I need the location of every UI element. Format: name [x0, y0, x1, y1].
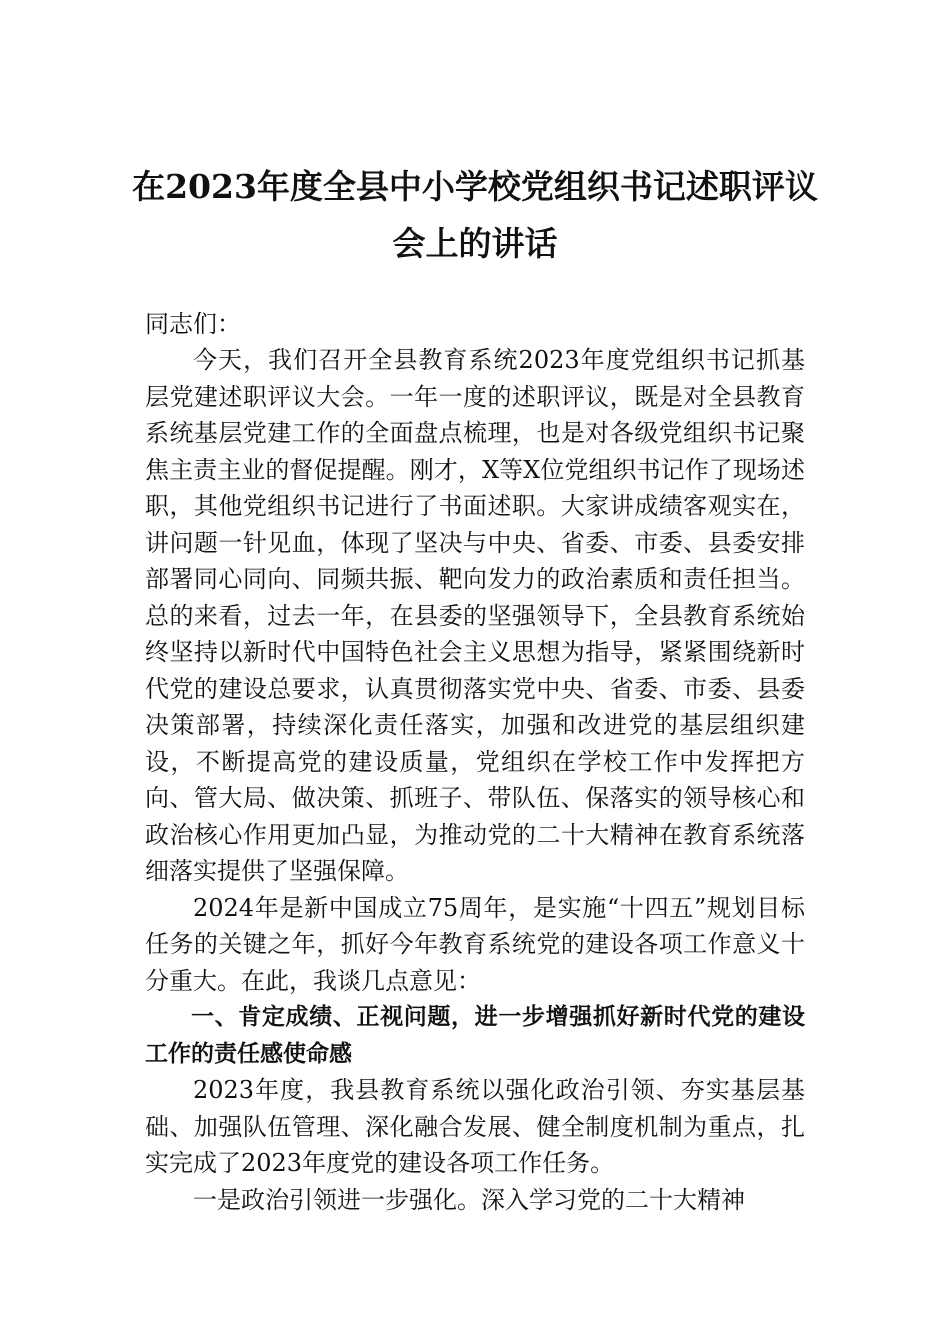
document-title: 在2023年度全县中小学校党组织书记述职评议会上的讲话 [132, 167, 818, 263]
section-heading-1: 一、肯定成绩、正视问题，进一步增强抓好新时代党的建设工作的责任感使命感 [145, 1004, 805, 1067]
paragraph-2024-outlook: 2024年是新中国成立75周年，是实施“十四五”规划目标任务的关键之年，抓好今年教育系统党的建设各项工作意义十分重大。在此，我谈几点意见： [145, 893, 805, 995]
paragraph-political-guidance: 一是政治引领进一步强化。深入学习党的二十大精神 [193, 1185, 745, 1214]
paragraph-2023-summary: 2023年度，我县教育系统以强化政治引领、夯实基层基础、加强队伍管理、深化融合发展、健全制度机制为重点，扎实完成了2023年度党的建设各项工作任务。 [145, 1076, 805, 1177]
paragraph-opening: 今天，我们召开全县教育系统2023年度党组织书记抓基层党建述职评议大会。一年一度的述职评议，既是对全县教育系统基层党建工作的全面盘点梳理，也是对各级党组织书记聚焦主责主业的督促提醒。刚才，X等X位党组织书记作了现场述职，其他党组织书记进行了书面述职。大家讲成绩客观实在，讲问题一针见血，体现了坚决与中央、省委、市委、县委安排部署同心同向、同频共振、靶向发力的政治素质和责任担当。总的来看，过去一年，在县委的坚强领导下，全县教育系统始终坚持以新时代中国特色社会主义思想为指导，紧紧围绕新时代党的建设总要求，认真贯彻落实党中央、省委、市委、县委决策部署，持续深化责任落实，加强和改进党的基层组织建设，不断提高党的建设质量，党组织在学校工作中发挥把方向、管大局、做决策、抓班子、带队伍、保落实的领导核心和政治核心作用更加凸显，为推动党的二十大精神在教育系统落细落实提供了坚强保障。 [145, 346, 805, 885]
document-page [132, 0, 818, 1218]
salutation: 同志们： [145, 310, 241, 338]
